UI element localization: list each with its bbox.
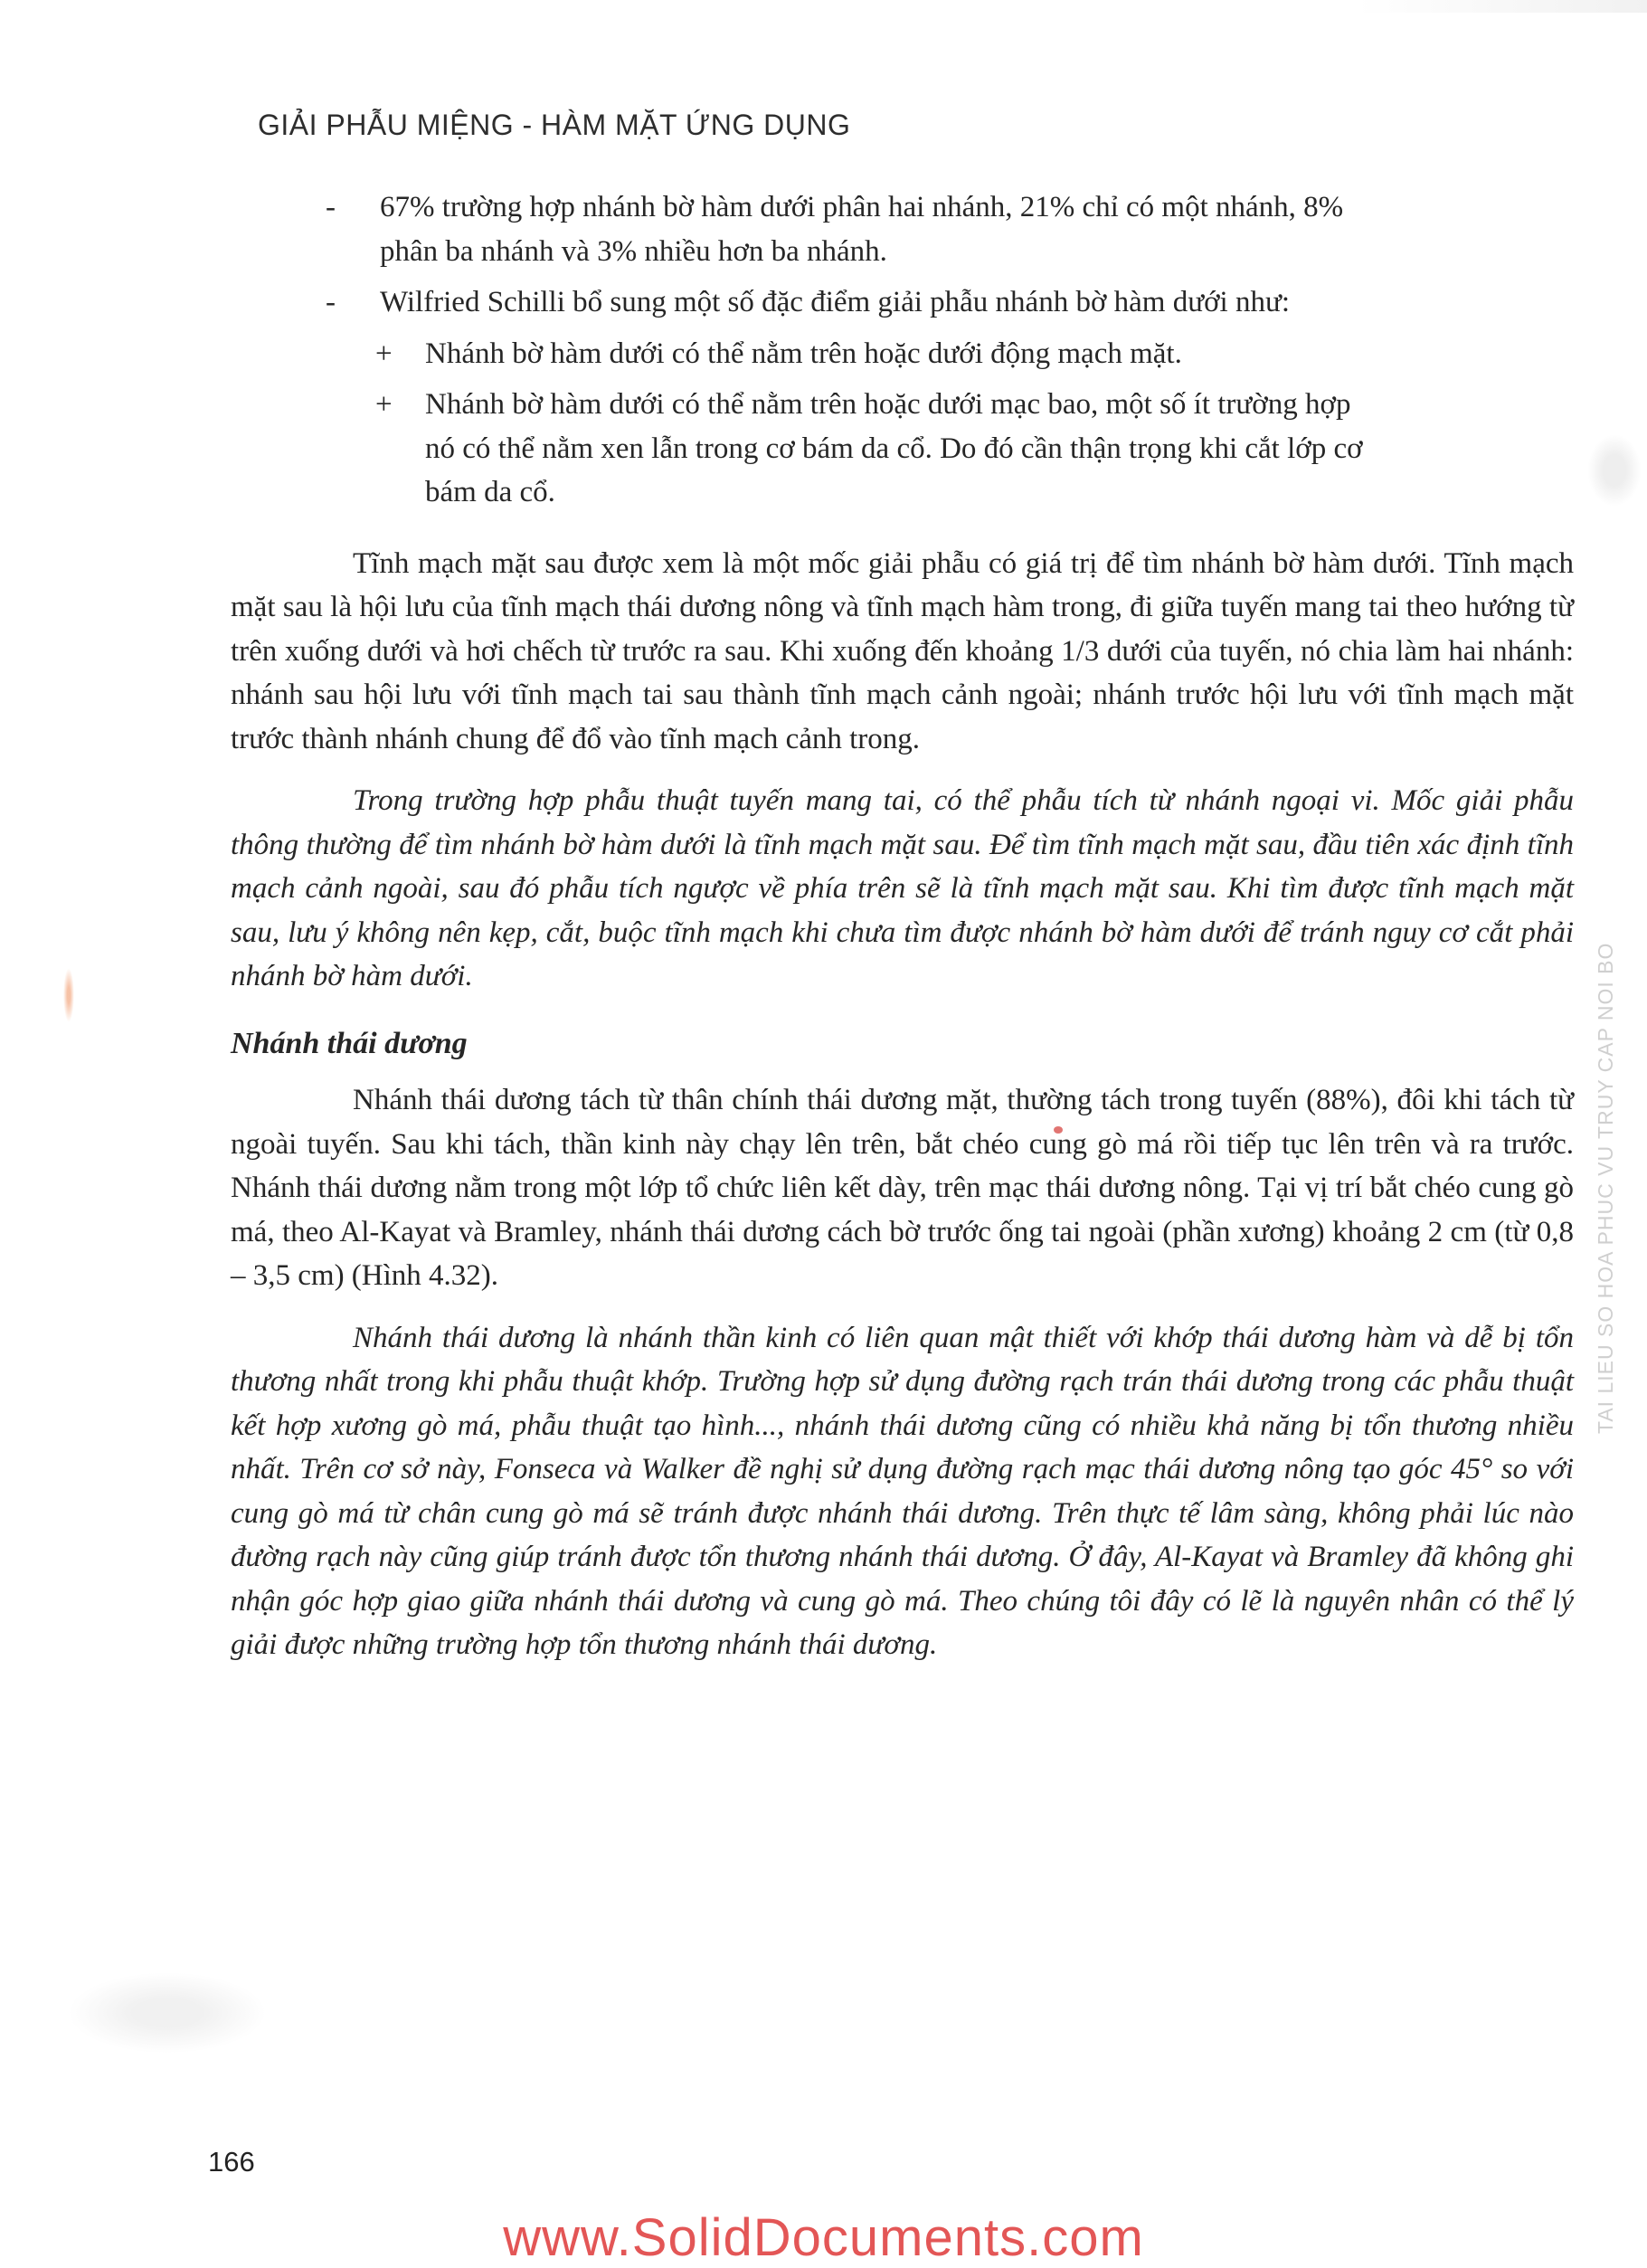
footer-watermark: www.SolidDocuments.com: [503, 2208, 1144, 2267]
body-text: [231, 185, 1574, 1667]
scan-noise: [1587, 434, 1642, 507]
bullet-item: [231, 185, 1574, 273]
bullet-marker: -: [326, 191, 336, 223]
sub-bullet-marker: +: [375, 337, 393, 370]
sub-bullet-line: Nhánh bờ hàm dưới có thể nằm trên hoặc dưới động mạch mặt.: [425, 337, 1182, 370]
bullet-line: 67% trường hợp nhánh bờ hàm dưới phân hai nhánh, 21% chỉ có một nhánh, 8%: [380, 191, 1344, 223]
running-header: GIẢI PHẪU MIỆNG - HÀM MẶT ỨNG DỤNG: [258, 109, 851, 141]
paragraph: Tĩnh mạch mặt sau được xem là một mốc giải phẫu có giá trị để tìm nhánh bờ hàm dưới. Tĩnh mạch mặt sau là hội lưu của tĩnh mạch thái dương nông và tĩnh mạch hàm trong, đi giữa tuyến mang tai theo hướng từ trên xuống dưới và hơi chếch từ trước ra sau. Khi xuống đến khoảng 1/3 dưới của tuyến, nó chia làm hai nhánh: nhánh sau hội lưu với tĩnh mạch tai sau thành tĩnh mạch cảnh ngoài; nhánh trước hội lưu với tĩnh mạch mặt trước thành nhánh chung để đổ vào tĩnh mạch cảnh trong.: [231, 546, 1574, 755]
side-watermark: TAI LIEU SO HOA PHUC VU TRUY CAP NOI BO: [1594, 942, 1617, 1434]
section-heading: Nhánh thái dương: [231, 1026, 468, 1060]
sub-bullet-line: bám da cổ.: [425, 476, 555, 508]
bullet-item: [231, 280, 1574, 325]
italic-paragraph: Trong trường hợp phẫu thuật tuyến mang tai, có thể phẫu tích từ nhánh ngoại vi. Mốc giải phẫu thông thường để tìm nhánh bờ hàm dưới là tĩnh mạch mặt sau. Để tìm tĩnh mạch mặt sau, đầu tiên xác định tĩnh mạch cảnh ngoài, sau đó phẫu tích ngược về phía trên sẽ là tĩnh mạch mặt sau. Khi tìm được tĩnh mạch mặt sau, lưu ý không nên kẹp, cắt, buộc tĩnh mạch khi chưa tìm được nhánh bờ hàm dưới để tránh nguy cơ cắt phải nhánh bờ hàm dưới.: [231, 784, 1574, 992]
scan-edge: [1357, 0, 1647, 13]
sub-bullet-line: nó có thể nằm xen lẫn trong cơ bám da cổ. Do đó cần thận trọng khi cắt lớp cơ: [425, 432, 1363, 465]
bullet-line: Wilfried Schilli bổ sung một số đặc điểm giải phẫu nhánh bờ hàm dưới như:: [380, 286, 1291, 318]
sub-bullet-line: Nhánh bờ hàm dưới có thể nằm trên hoặc dưới mạc bao, một số ít trường hợp: [425, 388, 1351, 421]
italic-paragraph: Nhánh thái dương là nhánh thần kinh có liên quan mật thiết với khớp thái dương hàm và dễ bị tổn thương nhất trong khi phẫu thuật khớp. Trường hợp sử dụng đường rạch trán thái dương trong các phẫu thuật kết hợp xương gò má, phẫu thuật tạo hình..., nhánh thái dương cũng có nhiều khả năng bị tổn thương nhiều nhất. Trên cơ sở này, Fonseca và Walker đề nghị sử dụng đường rạch mạc thái dương nông tạo góc 45° so với cung gò má từ chân cung gò má sẽ tránh được nhánh thái dương. Trên thực tế lâm sàng, không phải lúc nào đường rạch này cũng giúp tránh được tổn thương nhánh thái dương. Ở đây, Al-Kayat và Bramley đã không ghi nhận góc hợp giao giữa nhánh thái dương và cung gò má. Theo chúng tôi đây có lẽ là nguyên nhân có thể lý giải được những trường hợp tổn thương nhánh thái dương.: [231, 1321, 1574, 1661]
bullet-marker: -: [326, 286, 336, 318]
sub-bullet-item: [231, 383, 1574, 515]
sub-bullet-item: [231, 332, 1574, 376]
sub-bullet-marker: +: [375, 388, 393, 421]
scan-noise: [68, 1972, 267, 2054]
bullet-line: phân ba nhánh và 3% nhiều hơn ba nhánh.: [380, 234, 887, 268]
paragraph: Nhánh thái dương tách từ thân chính thái dương mặt, thường tách trong tuyến (88%), đôi khi tách từ ngoài tuyến. Sau khi tách, thần kinh này chạy lên trên, bắt chéo cung gò má rồi tiếp tục lên trên và ra trước. Nhánh thái dương nằm trong một lớp tổ chức liên kết dày, trên mạc thái dương nông. Tại vị trí bắt chéo cung gò má, theo Al-Kayat và Bramley, nhánh thái dương cách bờ trước ống tai ngoài (phần xương) khoảng 2 cm (từ 0,8 – 3,5 cm) (Hình 4.32).: [231, 1084, 1574, 1292]
scan-smudge: [63, 968, 74, 1022]
page-number: 166: [208, 2146, 255, 2178]
